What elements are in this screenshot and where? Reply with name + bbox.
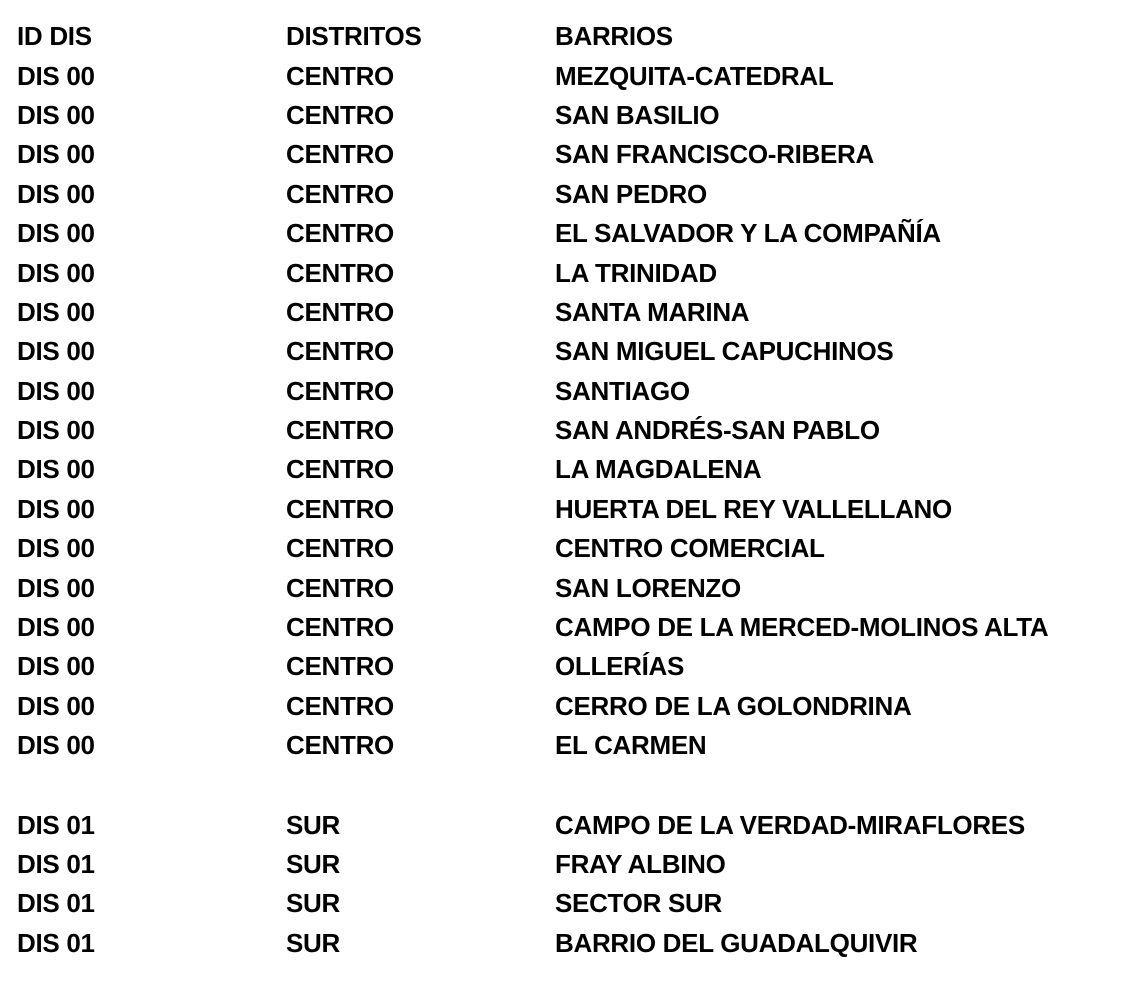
cell-distrito: CENTRO bbox=[286, 612, 394, 643]
cell-barrio: CAMPO DE LA MERCED-MOLINOS ALTA bbox=[555, 612, 1049, 643]
cell-barrio: SAN PEDRO bbox=[555, 178, 707, 209]
cell-distrito: CENTRO bbox=[286, 375, 394, 406]
cell-barrio: SECTOR SUR bbox=[555, 888, 722, 919]
table-row bbox=[17, 884, 1137, 923]
cell-id: DIS 00 bbox=[17, 493, 95, 524]
table-row bbox=[17, 293, 1137, 332]
cell-distrito: CENTRO bbox=[286, 218, 394, 249]
table-row bbox=[17, 372, 1137, 411]
cell-id: DIS 00 bbox=[17, 375, 95, 406]
table-row bbox=[17, 214, 1137, 253]
table-row bbox=[17, 687, 1137, 726]
cell-distrito: CENTRO bbox=[286, 690, 394, 721]
cell-barrio: EL SALVADOR Y LA COMPAÑÍA bbox=[555, 218, 941, 249]
cell-barrio: SAN BASILIO bbox=[555, 99, 720, 130]
table-row bbox=[17, 805, 1137, 844]
cell-barrio: CAMPO DE LA VERDAD-MIRAFLORES bbox=[555, 809, 1025, 840]
table-row bbox=[17, 490, 1137, 529]
header-row bbox=[17, 17, 1137, 56]
cell-id: DIS 00 bbox=[17, 139, 95, 170]
cell-barrio: CERRO DE LA GOLONDRINA bbox=[555, 690, 912, 721]
cell-barrio: CENTRO COMERCIAL bbox=[555, 533, 825, 564]
cell-barrio: LA MAGDALENA bbox=[555, 454, 762, 485]
cell-id: DIS 00 bbox=[17, 651, 95, 682]
table-row bbox=[17, 56, 1137, 95]
cell-barrio: SANTIAGO bbox=[555, 375, 690, 406]
cell-barrio: SAN ANDRÉS-SAN PABLO bbox=[555, 415, 880, 446]
cell-distrito: CENTRO bbox=[286, 60, 394, 91]
cell-id: DIS 01 bbox=[17, 888, 95, 919]
table-row bbox=[17, 253, 1137, 292]
cell-barrio: EL CARMEN bbox=[555, 730, 707, 761]
header-distritos: DISTRITOS bbox=[286, 21, 422, 52]
cell-barrio: OLLERÍAS bbox=[555, 651, 685, 682]
cell-distrito: SUR bbox=[286, 888, 340, 919]
cell-barrio: FRAY ALBINO bbox=[555, 849, 726, 879]
table-row bbox=[17, 96, 1137, 135]
table-row bbox=[17, 529, 1137, 568]
cell-distrito: SUR bbox=[286, 809, 340, 840]
cell-id: DIS 00 bbox=[17, 572, 95, 603]
table-row bbox=[17, 608, 1137, 647]
header-id-dis: ID DIS bbox=[17, 21, 92, 52]
cell-distrito: CENTRO bbox=[286, 257, 394, 288]
cell-barrio: SAN LORENZO bbox=[555, 572, 741, 603]
cell-barrio: HUERTA DEL REY VALLELLANO bbox=[555, 493, 952, 524]
cell-id: DIS 00 bbox=[17, 257, 95, 288]
cell-distrito: CENTRO bbox=[286, 730, 394, 761]
cell-id: DIS 00 bbox=[17, 218, 95, 249]
cell-id: DIS 00 bbox=[17, 612, 95, 643]
cell-distrito: CENTRO bbox=[286, 139, 394, 170]
cell-id: DIS 01 bbox=[17, 849, 95, 879]
table-row bbox=[17, 924, 1137, 963]
cell-id: DIS 00 bbox=[17, 178, 95, 209]
cell-distrito: SUR bbox=[286, 927, 340, 958]
table-row bbox=[17, 450, 1137, 489]
table-row bbox=[17, 411, 1137, 450]
cell-id: DIS 00 bbox=[17, 454, 95, 485]
cell-barrio: SAN FRANCISCO-RIBERA bbox=[555, 139, 875, 170]
cell-id: DIS 00 bbox=[17, 336, 95, 367]
cell-barrio: SAN MIGUEL CAPUCHINOS bbox=[555, 336, 894, 367]
cell-barrio: LA TRINIDAD bbox=[555, 257, 717, 288]
cell-id: DIS 00 bbox=[17, 296, 95, 327]
table-row bbox=[17, 647, 1137, 686]
cell-barrio: SANTA MARINA bbox=[555, 296, 750, 327]
cell-distrito: CENTRO bbox=[286, 336, 394, 367]
cell-id: DIS 01 bbox=[17, 809, 95, 840]
cell-id: DIS 01 bbox=[17, 927, 95, 958]
cell-distrito: CENTRO bbox=[286, 178, 394, 209]
header-barrios: BARRIOS bbox=[555, 21, 673, 52]
cell-id: DIS 00 bbox=[17, 730, 95, 761]
cell-id: DIS 00 bbox=[17, 60, 95, 91]
table-row bbox=[17, 845, 1137, 884]
cell-id: DIS 00 bbox=[17, 99, 95, 130]
cell-distrito: CENTRO bbox=[286, 493, 394, 524]
cell-id: DIS 00 bbox=[17, 415, 95, 446]
cell-distrito: CENTRO bbox=[286, 572, 394, 603]
blank-row bbox=[17, 765, 1137, 805]
table-row bbox=[17, 135, 1137, 174]
cell-distrito: CENTRO bbox=[286, 533, 394, 564]
cell-barrio: BARRIO DEL GUADALQUIVIR bbox=[555, 927, 918, 958]
table-row bbox=[17, 332, 1137, 371]
cell-distrito: CENTRO bbox=[286, 454, 394, 485]
spreadsheet-table bbox=[17, 17, 1137, 963]
cell-distrito: CENTRO bbox=[286, 99, 394, 130]
cell-distrito: CENTRO bbox=[286, 415, 394, 446]
cell-distrito: CENTRO bbox=[286, 651, 394, 682]
table-row bbox=[17, 568, 1137, 607]
cell-distrito: CENTRO bbox=[286, 296, 394, 327]
cell-id: DIS 00 bbox=[17, 690, 95, 721]
table-row bbox=[17, 175, 1137, 214]
cell-distrito: SUR bbox=[286, 849, 340, 879]
table-row bbox=[17, 726, 1137, 765]
cell-barrio: MEZQUITA-CATEDRAL bbox=[555, 60, 834, 91]
cell-id: DIS 00 bbox=[17, 533, 95, 564]
